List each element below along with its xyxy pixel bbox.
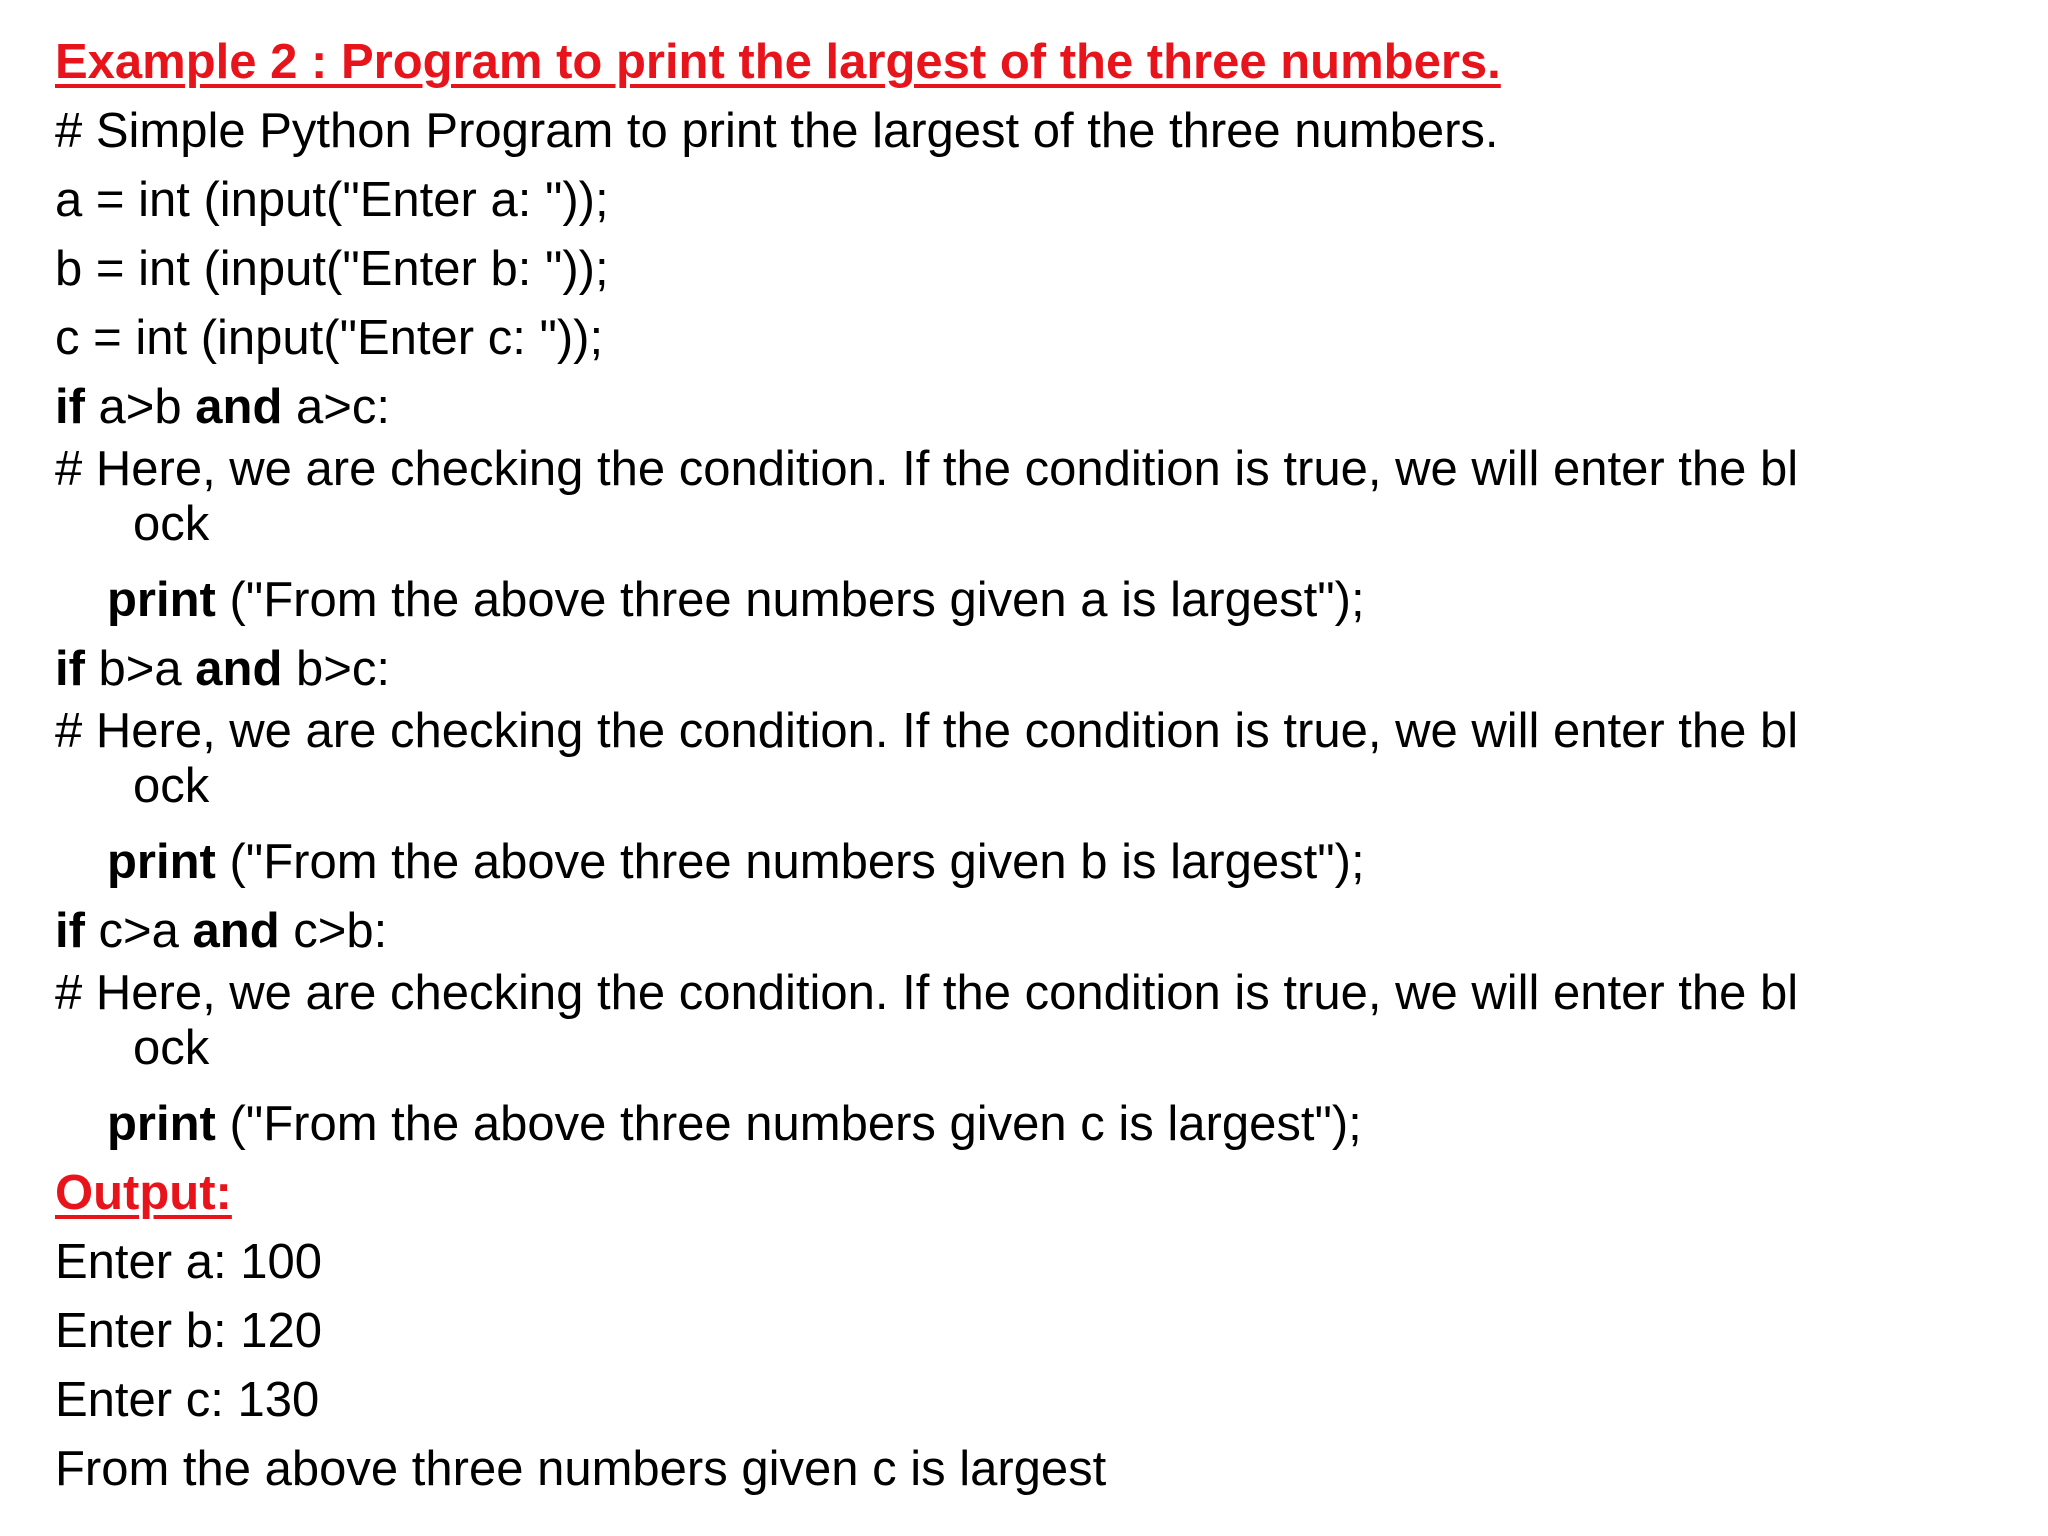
output-line: From the above three numbers given c is largest bbox=[55, 1442, 1107, 1496]
print-statement-b bbox=[55, 828, 2015, 897]
print-args: ("From the above three numbers given c is largest"); bbox=[215, 1097, 1362, 1151]
keyword-if: if bbox=[55, 642, 85, 696]
keyword-print: print bbox=[107, 1097, 216, 1151]
code-line-input-c: c = int (input("Enter c: ")); bbox=[55, 311, 604, 365]
header-comment: # Simple Python Program to print the largest of the three numbers. bbox=[55, 104, 1499, 158]
keyword-and: and bbox=[195, 642, 283, 696]
comment-block-b bbox=[55, 704, 2015, 828]
keyword-print: print bbox=[107, 835, 216, 889]
condition-left: c>a bbox=[84, 904, 193, 958]
print-args: ("From the above three numbers given a is largest"); bbox=[215, 573, 1365, 627]
if-statement-a bbox=[55, 373, 2015, 442]
keyword-if: if bbox=[55, 904, 85, 958]
if-statement-b bbox=[55, 635, 2015, 704]
print-args: ("From the above three numbers given b is largest"); bbox=[215, 835, 1365, 889]
keyword-if: if bbox=[55, 380, 85, 434]
comment-text: # Here, we are checking the condition. If the condition is true, we will enter the bl bbox=[55, 966, 1799, 1020]
output-line: Enter b: 120 bbox=[55, 1304, 322, 1358]
code-line-input-b: b = int (input("Enter b: ")); bbox=[55, 242, 609, 296]
keyword-print: print bbox=[107, 573, 216, 627]
comment-text: # Here, we are checking the condition. If the condition is true, we will enter the bl bbox=[55, 704, 1799, 758]
condition-right: a>c: bbox=[282, 380, 391, 434]
comment-wrap-text: ock bbox=[133, 759, 210, 813]
comment-text: # Here, we are checking the condition. If the condition is true, we will enter the bl bbox=[55, 442, 1799, 496]
keyword-and: and bbox=[192, 904, 280, 958]
condition-right: c>b: bbox=[279, 904, 388, 958]
slide-content bbox=[55, 28, 2015, 1504]
code-line-input-a: a = int (input("Enter a: ")); bbox=[55, 173, 609, 227]
print-statement-a bbox=[55, 566, 2015, 635]
condition-left: b>a bbox=[84, 642, 196, 696]
comment-block-c bbox=[55, 966, 2015, 1090]
output-line: Enter c: 130 bbox=[55, 1373, 320, 1427]
comment-wrap-text: ock bbox=[133, 497, 210, 551]
comment-wrap-text: ock bbox=[133, 1021, 210, 1075]
condition-left: a>b bbox=[84, 380, 196, 434]
slide-title: Example 2 : Program to print the largest of the three numbers. bbox=[55, 35, 1501, 89]
print-statement-c bbox=[55, 1090, 2015, 1159]
comment-block-a bbox=[55, 442, 2015, 566]
keyword-and: and bbox=[195, 380, 283, 434]
condition-right: b>c: bbox=[282, 642, 391, 696]
output-line: Enter a: 100 bbox=[55, 1235, 322, 1289]
output-heading: Output: bbox=[55, 1166, 232, 1220]
if-statement-c bbox=[55, 897, 2015, 966]
